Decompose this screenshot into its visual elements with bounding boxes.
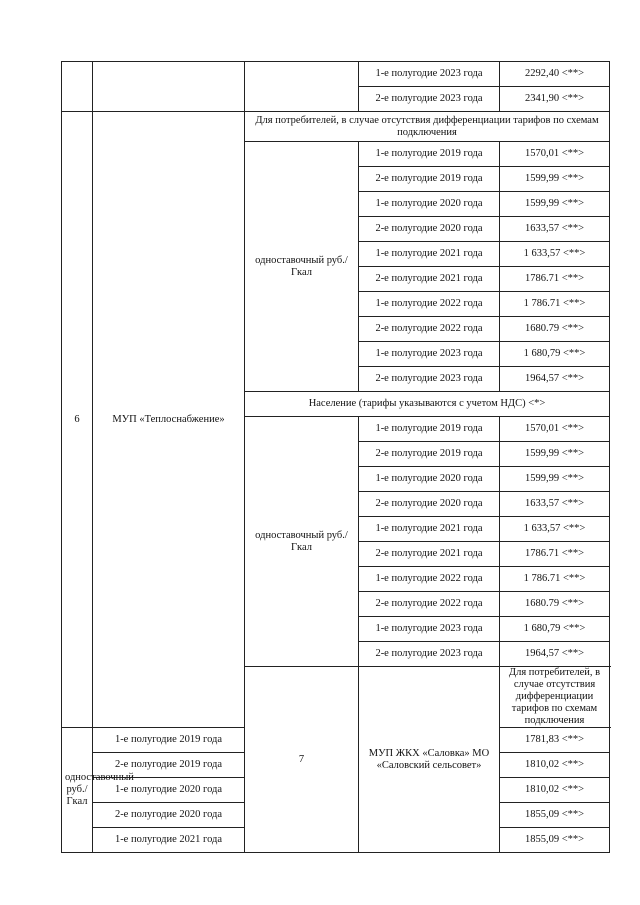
period-cell: 2-е полугодие 2023 года (359, 87, 500, 112)
period-cell: 1-е полугодие 2020 года (359, 467, 500, 492)
value-cell: 1599,99 <**> (500, 442, 610, 467)
period-cell: 2-е полугодие 2023 года (359, 642, 500, 667)
value-cell: 1599,99 <**> (500, 167, 610, 192)
value-cell: 1570,01 <**> (500, 417, 610, 442)
row-number-cell: 7 (245, 667, 359, 853)
period-cell: 1-е полугодие 2019 года (93, 728, 245, 753)
period-cell: 2-е полугодие 2019 года (359, 442, 500, 467)
value-cell: 1964,57 <**> (500, 367, 610, 392)
period-cell: 2-е полугодие 2020 года (359, 217, 500, 242)
period-cell: 2-е полугодие 2019 года (93, 753, 245, 778)
value-cell: 1964,57 <**> (500, 642, 610, 667)
period-cell: 1-е полугодие 2019 года (359, 142, 500, 167)
value-cell: 1599,99 <**> (500, 192, 610, 217)
period-cell: 1-е полугодие 2019 года (359, 417, 500, 442)
value-cell: 1 680,79 <**> (500, 342, 610, 367)
value-cell: 1781,83 <**> (500, 728, 610, 753)
tariff-type-cell: одноставочный руб./Гкал (62, 728, 93, 853)
value-cell: 2341,90 <**> (500, 87, 610, 112)
consumer-group-header: Для потребителей, в случае отсутствия дифференциации тарифов по схемам подключения (500, 667, 610, 728)
organization-cell: МУП «Теплоснабжение» (93, 112, 245, 728)
period-cell: 1-е полугодие 2021 года (359, 517, 500, 542)
value-cell: 1599,99 <**> (500, 467, 610, 492)
period-cell: 1-е полугодие 2023 года (359, 617, 500, 642)
period-cell: 1-е полугодие 2022 года (359, 292, 500, 317)
value-cell: 1680.79 <**> (500, 317, 610, 342)
period-cell: 2-е полугодие 2023 года (359, 367, 500, 392)
value-cell: 1786.71 <**> (500, 542, 610, 567)
value-cell: 1810,02 <**> (500, 753, 610, 778)
value-cell: 1786.71 <**> (500, 267, 610, 292)
value-cell: 1 786.71 <**> (500, 292, 610, 317)
period-cell: 1-е полугодие 2023 года (359, 342, 500, 367)
period-cell: 2-е полугодие 2022 года (359, 592, 500, 617)
value-cell: 1810,02 <**> (500, 778, 610, 803)
value-cell: 1633,57 <**> (500, 492, 610, 517)
value-cell: 1 633,57 <**> (500, 517, 610, 542)
period-cell: 2-е полугодие 2020 года (93, 803, 245, 828)
consumer-group-header: Для потребителей, в случае отсутствия дифференциации тарифов по схемам подключения (245, 112, 610, 142)
period-cell: 2-е полугодие 2021 года (359, 267, 500, 292)
value-cell: 1570,01 <**> (500, 142, 610, 167)
organization-cell (93, 62, 245, 112)
section-header-row (62, 112, 610, 142)
period-cell: 1-е полугодие 2021 года (359, 242, 500, 267)
tariff-type-cell (245, 62, 359, 112)
period-cell: 2-е полугодие 2021 года (359, 542, 500, 567)
value-cell: 1855,09 <**> (500, 803, 610, 828)
tariff-type-cell: одноставочный руб./Гкал (245, 417, 359, 667)
period-cell: 1-е полугодие 2021 года (93, 828, 245, 853)
row-number-cell (62, 62, 93, 112)
period-cell: 2-е полугодие 2020 года (359, 492, 500, 517)
period-cell: 1-е полугодие 2020 года (359, 192, 500, 217)
period-cell: 2-е полугодие 2019 года (359, 167, 500, 192)
value-cell: 2292,40 <**> (500, 62, 610, 87)
period-cell: 1-е полугодие 2023 года (359, 62, 500, 87)
period-cell: 1-е полугодие 2020 года (93, 778, 245, 803)
value-cell: 1633,57 <**> (500, 217, 610, 242)
tariff-table (61, 61, 610, 853)
value-cell: 1 633,57 <**> (500, 242, 610, 267)
value-cell: 1 786.71 <**> (500, 567, 610, 592)
value-cell: 1 680,79 <**> (500, 617, 610, 642)
value-cell: 1680.79 <**> (500, 592, 610, 617)
organization-cell: МУП ЖКХ «Саловка» МО «Саловский сельсовет» (359, 667, 500, 853)
row-number-cell: 6 (62, 112, 93, 728)
period-cell: 1-е полугодие 2022 года (359, 567, 500, 592)
period-cell: 2-е полугодие 2022 года (359, 317, 500, 342)
table-row (62, 62, 610, 87)
value-cell: 1855,09 <**> (500, 828, 610, 853)
tariff-type-cell: одноставочный руб./Гкал (245, 142, 359, 392)
population-header: Население (тарифы указываются с учетом НДС) <*> (245, 392, 610, 417)
